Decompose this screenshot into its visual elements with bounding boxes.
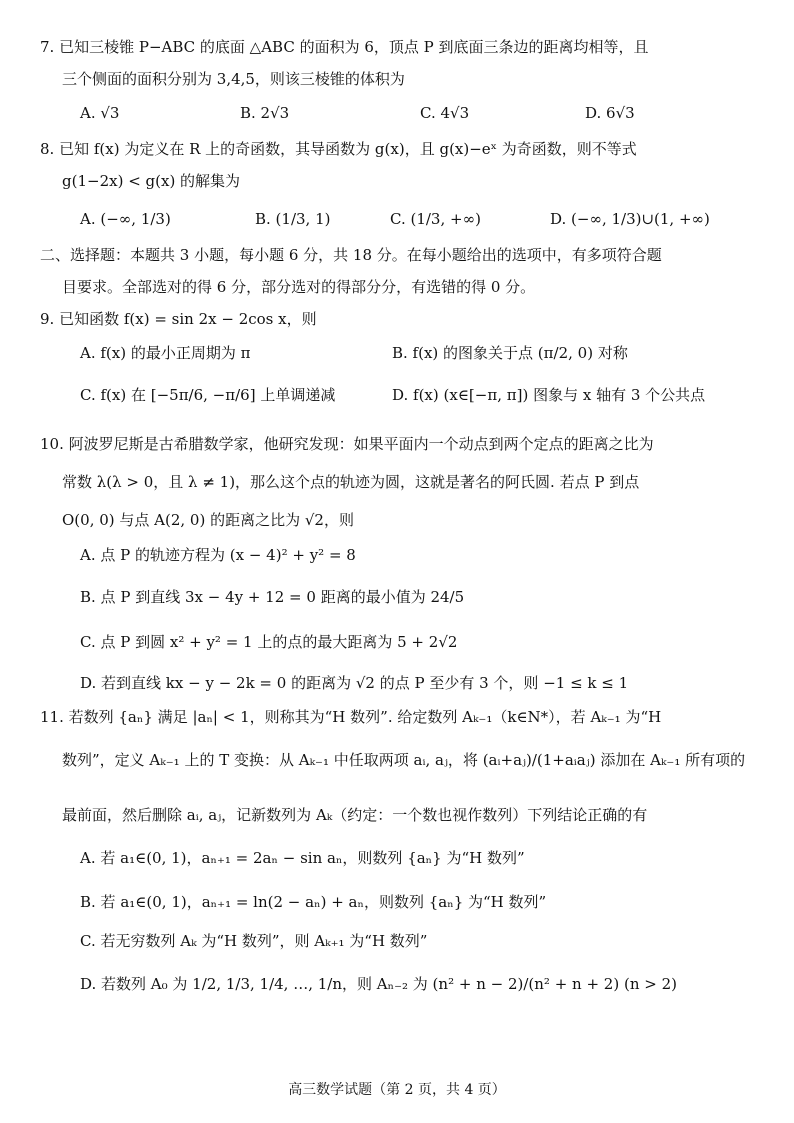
q7-stem-line1: 7. 已知三棱锥 P−ABC 的底面 △ABC 的面积为 6，顶点 P 到底面三条边的距离均相等，且 xyxy=(40,38,649,56)
q7-option-d: D. 6√3 xyxy=(585,104,635,122)
q7-option-c: C. 4√3 xyxy=(420,104,470,122)
q7-option-a: A. √3 xyxy=(80,104,120,122)
q8-option-b: B. (1/3, 1) xyxy=(255,210,331,228)
q10-stem-line3: O(0, 0) 与点 A(2, 0) 的距离之比为 √2，则 xyxy=(62,511,354,529)
q11-stem-line3: 最前面，然后删除 aᵢ, aⱼ，记新数列为 Aₖ（约定：一个数也视作数列）下列结论正确的有 xyxy=(62,806,648,824)
q9-option-c: C. f(x) 在 [−5π/6, −π/6] 上单调递减 xyxy=(80,386,336,404)
q9-option-b: B. f(x) 的图象关于点 (π/2, 0) 对称 xyxy=(392,344,628,362)
q9-options-row2 xyxy=(80,383,760,407)
section2-heading-line1: 二、选择题：本题共 3 小题，每小题 6 分，共 18 分。在每小题给出的选项中，有多项符合题 xyxy=(40,246,662,264)
q8-stem-line2: g(1−2x) < g(x) 的解集为 xyxy=(62,172,241,190)
q9-option-d: D. f(x) (x∈[−π, π]) 图象与 x 轴有 3 个公共点 xyxy=(392,386,706,404)
q7-stem-line2: 三个侧面的面积分别为 3,4,5，则该三棱锥的体积为 xyxy=(62,70,405,88)
q10-option-c: C. 点 P 到圆 x² + y² = 1 上的点的最大距离为 5 + 2√2 xyxy=(80,633,458,651)
q11-option-d: D. 若数列 A₀ 为 1/2, 1/3, 1/4, …, 1/n，则 Aₙ₋₂ 为 (n² + n − 2)/(n² + n + 2) (n > 2) xyxy=(80,975,677,993)
q10-stem-line2: 常数 λ(λ > 0，且 λ ≠ 1)，那么这个点的轨迹为圆，这就是著名的阿氏圆. 若点 P 到点 xyxy=(62,473,640,491)
page-footer: 高三数学试题（第 2 页，共 4 页） xyxy=(288,1082,506,1098)
q8-options xyxy=(80,207,760,231)
q8-stem-line1: 8. 已知 f(x) 为定义在 R 上的奇函数，其导函数为 g(x)，且 g(x)−eˣ 为奇函数，则不等式 xyxy=(40,140,637,158)
q10-stem-line1: 10. 阿波罗尼斯是古希腊数学家，他研究发现：如果平面内一个动点到两个定点的距离之比为 xyxy=(40,435,654,453)
q9-option-a: A. f(x) 的最小正周期为 π xyxy=(80,344,251,362)
q11-option-b: B. 若 a₁∈(0, 1)，aₙ₊₁ = ln(2 − aₙ) + aₙ，则数列 {aₙ} 为“H 数列” xyxy=(80,893,547,911)
q11-stem-line1: 11. 若数列 {aₙ} 满足 |aₙ| < 1，则称其为“H 数列”. 给定数列 Aₖ₋₁（k∈N*），若 Aₖ₋₁ 为“H xyxy=(40,708,662,726)
q7-option-b: B. 2√3 xyxy=(240,104,290,122)
q9-stem: 9. 已知函数 f(x) = sin 2x − 2cos x，则 xyxy=(40,310,317,328)
q10-option-d: D. 若到直线 kx − y − 2k = 0 的距离为 √2 的点 P 至少有 3 个，则 −1 ≤ k ≤ 1 xyxy=(80,674,629,692)
section2-heading-line2: 目要求。全部选对的得 6 分，部分选对的得部分分，有选错的得 0 分。 xyxy=(62,278,536,296)
q11-stem-line2: 数列”，定义 Aₖ₋₁ 上的 T 变换：从 Aₖ₋₁ 中任取两项 aᵢ, aⱼ，将 (aᵢ+aⱼ)/(1+aᵢaⱼ) 添加在 Aₖ₋₁ 所有项的 xyxy=(62,751,746,769)
q9-options-row1 xyxy=(80,341,760,365)
q8-option-d: D. (−∞, 1/3)∪(1, +∞) xyxy=(550,210,710,228)
q8-option-a: A. (−∞, 1/3) xyxy=(80,210,171,228)
q7-options xyxy=(80,101,760,125)
q8-option-c: C. (1/3, +∞) xyxy=(390,210,481,228)
q10-option-b: B. 点 P 到直线 3x − 4y + 12 = 0 距离的最小值为 24/5 xyxy=(80,588,465,606)
q11-option-a: A. 若 a₁∈(0, 1)，aₙ₊₁ = 2aₙ − sin aₙ，则数列 {aₙ} 为“H 数列” xyxy=(80,849,525,867)
q11-option-c: C. 若无穷数列 Aₖ 为“H 数列”，则 Aₖ₊₁ 为“H 数列” xyxy=(80,932,428,950)
q10-option-a: A. 点 P 的轨迹方程为 (x − 4)² + y² = 8 xyxy=(80,546,356,564)
